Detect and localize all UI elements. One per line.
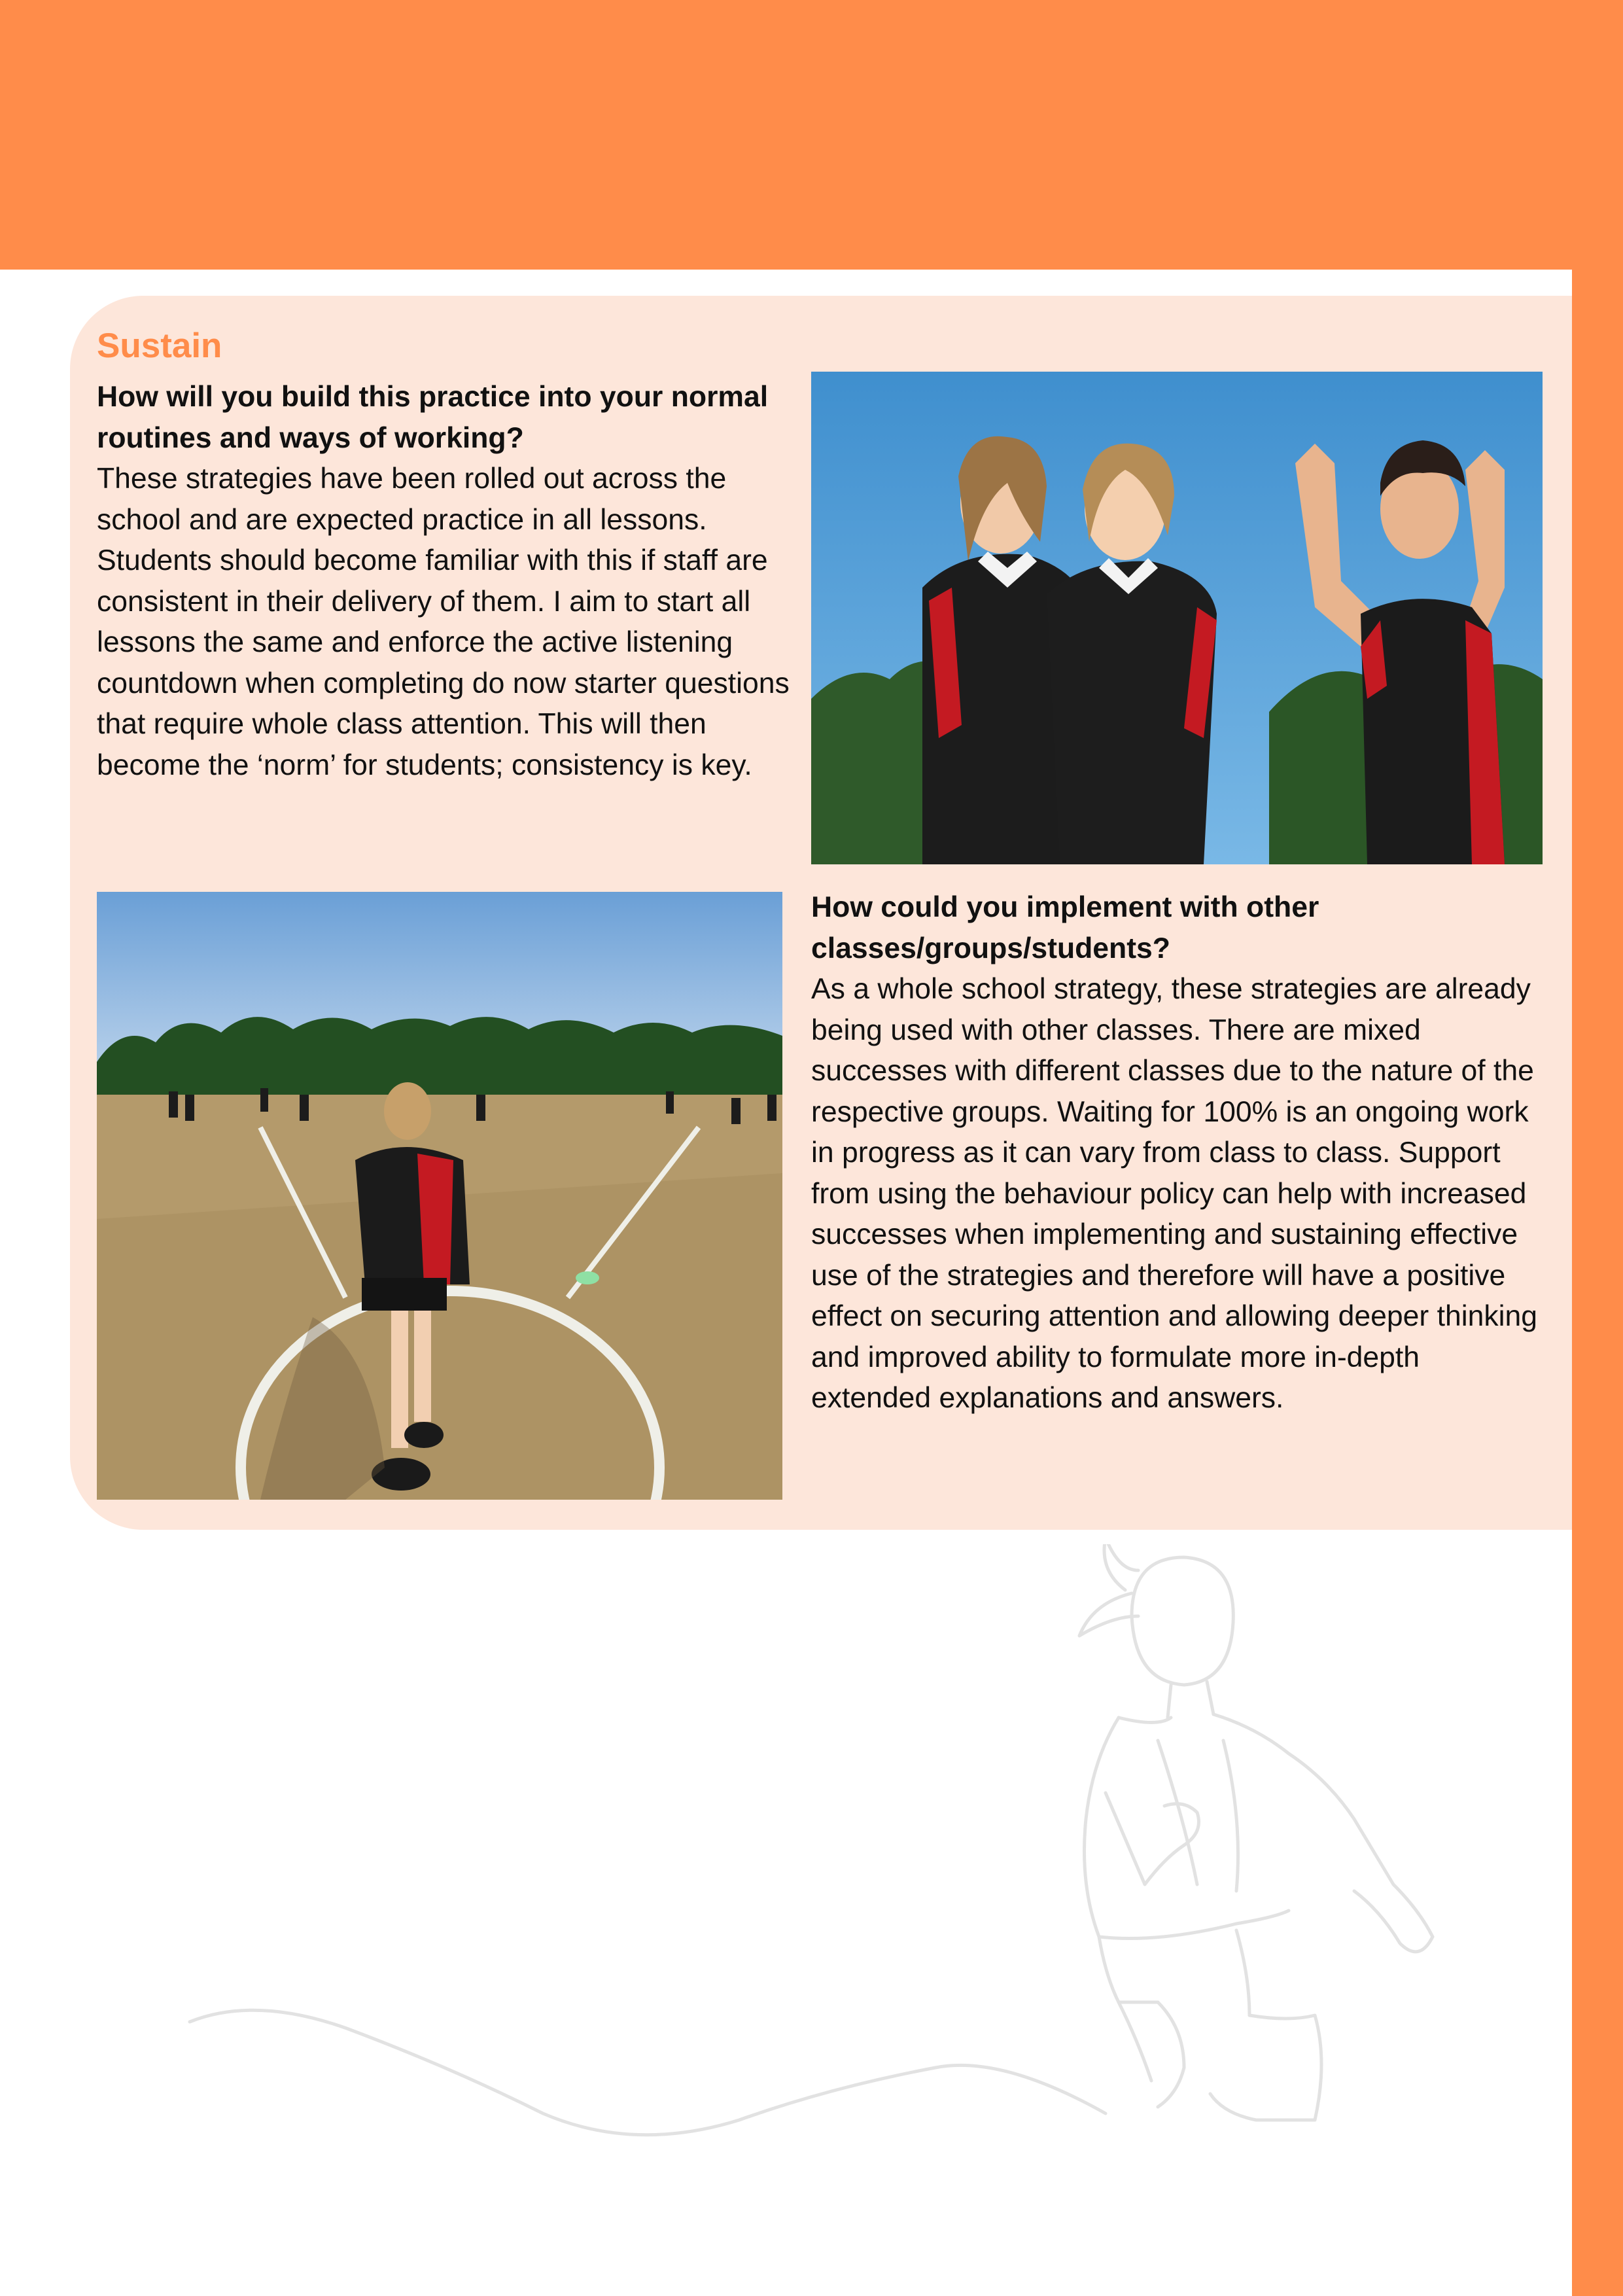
implementation-answer: As a whole school strategy, these strategies are already being used with other classes. There are mixed successes with different classes due to the nature of the respective groups. Waiting for 100% is an ongoing work in progress as it can vary from class to class. Support from using the behaviour policy can help with increased successes when implementing and sustaining effective use of the strategies and therefore will have a positive effect on securing attention and allowing deeper thinking and improved ability to formulate more in-depth extended explanations and answers. <box>811 973 1537 1414</box>
routine-block <box>97 377 803 786</box>
student-on-playing-field-photo <box>97 892 782 1500</box>
runner-line-sketch <box>177 1544 1485 2146</box>
header-band <box>0 0 1623 270</box>
side-band <box>1572 270 1623 2296</box>
implementation-question: How could you implement with other classes/groups/students? <box>811 891 1319 964</box>
section-title: Sustain <box>97 327 222 365</box>
implementation-block <box>811 887 1544 1419</box>
students-celebrating-photo <box>811 372 1543 864</box>
routine-question: How will you build this practice into your normal routines and ways of working? <box>97 381 769 454</box>
routine-answer: These strategies have been rolled out across the school and are expected practice in all lessons. Students should become familiar with this if staff are consistent in their delivery of them. I aim to start all lessons the same and enforce the active listening countdown when completing do now starter questions that require whole class attention. This will then become the ‘norm’ for students; consistency is key. <box>97 463 790 781</box>
